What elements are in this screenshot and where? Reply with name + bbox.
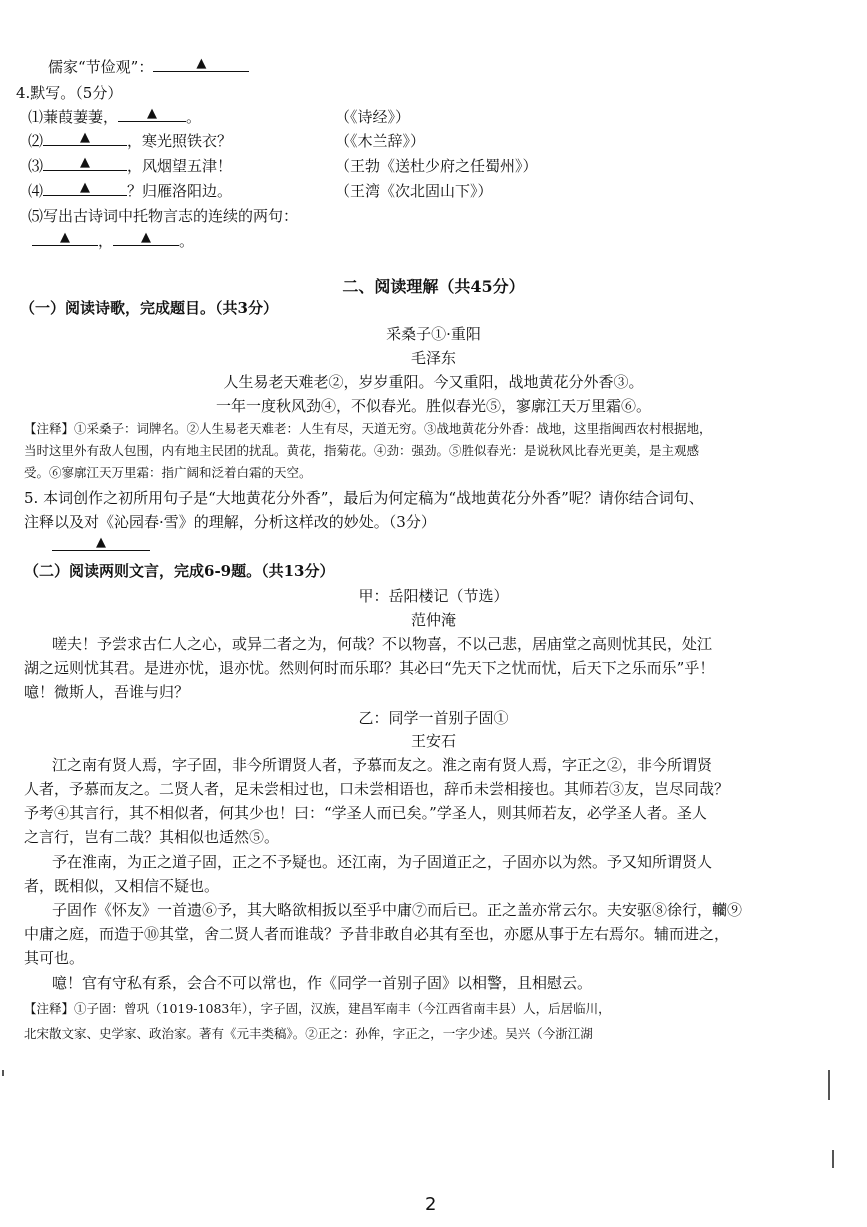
answer-blank[interactable]	[113, 231, 179, 246]
q4-item-4: ⑷ ▲ ？归雁洛阳边。	[28, 180, 233, 200]
scan-edge-mark	[2, 1070, 4, 1076]
yi-line: 其可也。	[24, 949, 85, 967]
triangle-marker-icon: ▲	[80, 180, 91, 195]
section-heading: 二、阅读理解（共45分）	[342, 277, 525, 296]
scan-edge-mark	[828, 1070, 830, 1100]
yi-line: 予在淮南，为正之道子固，正之不予疑也。还江南，为子固道正之，子固亦以为然。予又知所谓贤人	[52, 853, 713, 871]
yi-line: 噫！官有守私有系，会合不可以常也，作《同学一首别子固》以相警，且相慰云。	[52, 974, 593, 992]
q5-line-1: 5. 本词创作之初所用句子是“大地黄花分外香”，最后为何定稿为“战地黄花分外香”呢？请你结合词句、	[24, 489, 704, 507]
q4-item-3: ⑶ ▲ ，风烟望五津！	[28, 155, 233, 175]
page-number: 2	[425, 1194, 437, 1215]
q4-item-1-source: （《诗经》）	[335, 108, 411, 126]
answer-blank[interactable]	[43, 156, 127, 171]
triangle-marker-icon: ▲	[96, 535, 106, 550]
yi-line: 子固作《怀友》一首遗⑥予，其大略欲相扳以至乎中庸⑦而后已。正之盖亦常云尔。夫安驱⑧徐行，轥⑨	[52, 901, 743, 919]
part1-title: （一）阅读诗歌，完成题目。（共3分）	[20, 299, 278, 317]
q4-item-5: ⑸写出古诗词中托物言志的连续的两句：	[28, 207, 299, 225]
poem-line-2: 一年一度秋风劲④，不似春光。胜似春光⑤，寥廓江天万里霜⑥。	[215, 397, 651, 415]
yi-line: 人者，予慕而友之。二贤人者，足未尝相过也，口未尝相语也，辞币未尝相接也。其师若③友，岂尽同哉？	[24, 780, 730, 798]
yi-line: 予考④其言行，其不相似者，何其少也！曰：“学圣人而已矣。”学圣人，则其师若友，必学圣人者。圣人	[24, 804, 707, 822]
yi-note-line: 【注释】①子固：曾巩（1019-1083年），字子固，汉族，建昌军南丰（今江西省南丰县）人，后居临川，	[24, 1001, 611, 1016]
triangle-marker-icon: ▲	[147, 106, 158, 121]
jia-line: 嗟夫！予尝求古仁人之心，或异二者之为，何哉？不以物喜，不以己悲，居庙堂之高则忧其民，处江	[52, 635, 713, 653]
triangle-marker-icon: ▲	[80, 155, 91, 170]
scan-edge-mark	[832, 1150, 834, 1168]
note-line: 当时这里外有敌人包围，内有地主民团的扰乱。黄花，指菊花。④劲：强劲。⑤胜似春光：是说秋风比春光更美，是主观感	[24, 443, 700, 458]
jia-author: 范仲淹	[410, 611, 456, 629]
triangle-marker-icon: ▲	[196, 56, 207, 71]
q3-tail-label: 儒家“节俭观”：	[48, 58, 154, 76]
part2-title: （二）阅读两则文言，完成6-9题。（共13分）	[24, 562, 335, 580]
q4-item-4-source: （王湾《次北固山下》）	[335, 182, 493, 200]
triangle-marker-icon: ▲	[141, 230, 152, 245]
q5-line-2: 注释以及对《沁园春·雪》的理解，分析这样改的妙处。（3分）	[24, 513, 436, 531]
yi-line: 江之南有贤人焉，字子固，非今所谓贤人者，予慕而友之。淮之南有贤人焉，字正之②，非今所谓贤	[52, 756, 713, 774]
yi-note-line: 北宋散文家、史学家、政治家。著有《元丰类稿》。②正之：孙侔，字正之，一字少述。吴兴（今浙江湖	[24, 1026, 593, 1041]
yi-line: 中庸之庭，而造于⑩其堂，舍二贤人者而谁哉？予昔非敢自必其有至也，亦愿从事于左右焉尔。辅而进之，	[24, 925, 730, 943]
yi-title: 乙：同学一首别子固①	[358, 709, 509, 727]
answer-blank[interactable]	[32, 231, 98, 246]
answer-blank[interactable]	[118, 107, 186, 122]
answer-blank[interactable]	[43, 131, 127, 146]
q5-answer	[52, 536, 150, 556]
q4-title: 4.默写。（5分）	[16, 84, 123, 102]
triangle-marker-icon: ▲	[60, 230, 70, 245]
q4-item-2-source: （《木兰辞》）	[335, 132, 426, 150]
poem-line-1: 人生易老天难老②，岁岁重阳。今又重阳，战地黄花分外香③。	[223, 373, 644, 391]
jia-line: 湖之远则忧其君。是进亦忧，退亦忧。然则何时而乐耶？其必曰“先天下之忧而忧，后天下之乐而乐”乎！	[24, 659, 715, 677]
q4-item-1: ⑴蒹葭萋萋， ▲ 。	[28, 106, 202, 126]
yi-line: 之言行，岂有二哉？其相似也适然⑤。	[24, 828, 280, 846]
note-line: 【注释】①采桑子：词牌名。②人生易老天难老：人生有尽，天道无穷。③战地黄花分外香：战地，这里指闽西农村根据地，	[24, 421, 712, 436]
note-line: 受。⑥寥廓江天万里霜：指广阔和泛着白霜的天空。	[24, 465, 312, 480]
jia-line: 噫！微斯人，吾谁与归？	[24, 683, 190, 701]
q4-item-2: ⑵ ▲ ，寒光照铁衣？	[28, 130, 233, 150]
answer-blank[interactable]	[52, 536, 150, 551]
q4-item-5-answer: ▲ ， ▲ 。	[32, 231, 194, 251]
answer-blank[interactable]	[153, 57, 249, 72]
answer-blank[interactable]	[43, 181, 127, 196]
q3-tail	[48, 57, 249, 77]
triangle-marker-icon: ▲	[80, 130, 91, 145]
yi-line: 者，既相似，又相信不疑也。	[24, 877, 220, 895]
yi-author: 王安石	[410, 732, 456, 750]
jia-title: 甲：岳阳楼记（节选）	[358, 587, 509, 605]
poem-author: 毛泽东	[410, 349, 456, 367]
poem-title: 采桑子①·重阳	[386, 325, 481, 343]
q4-item-3-source: （王勃《送杜少府之任蜀州》）	[335, 157, 538, 175]
